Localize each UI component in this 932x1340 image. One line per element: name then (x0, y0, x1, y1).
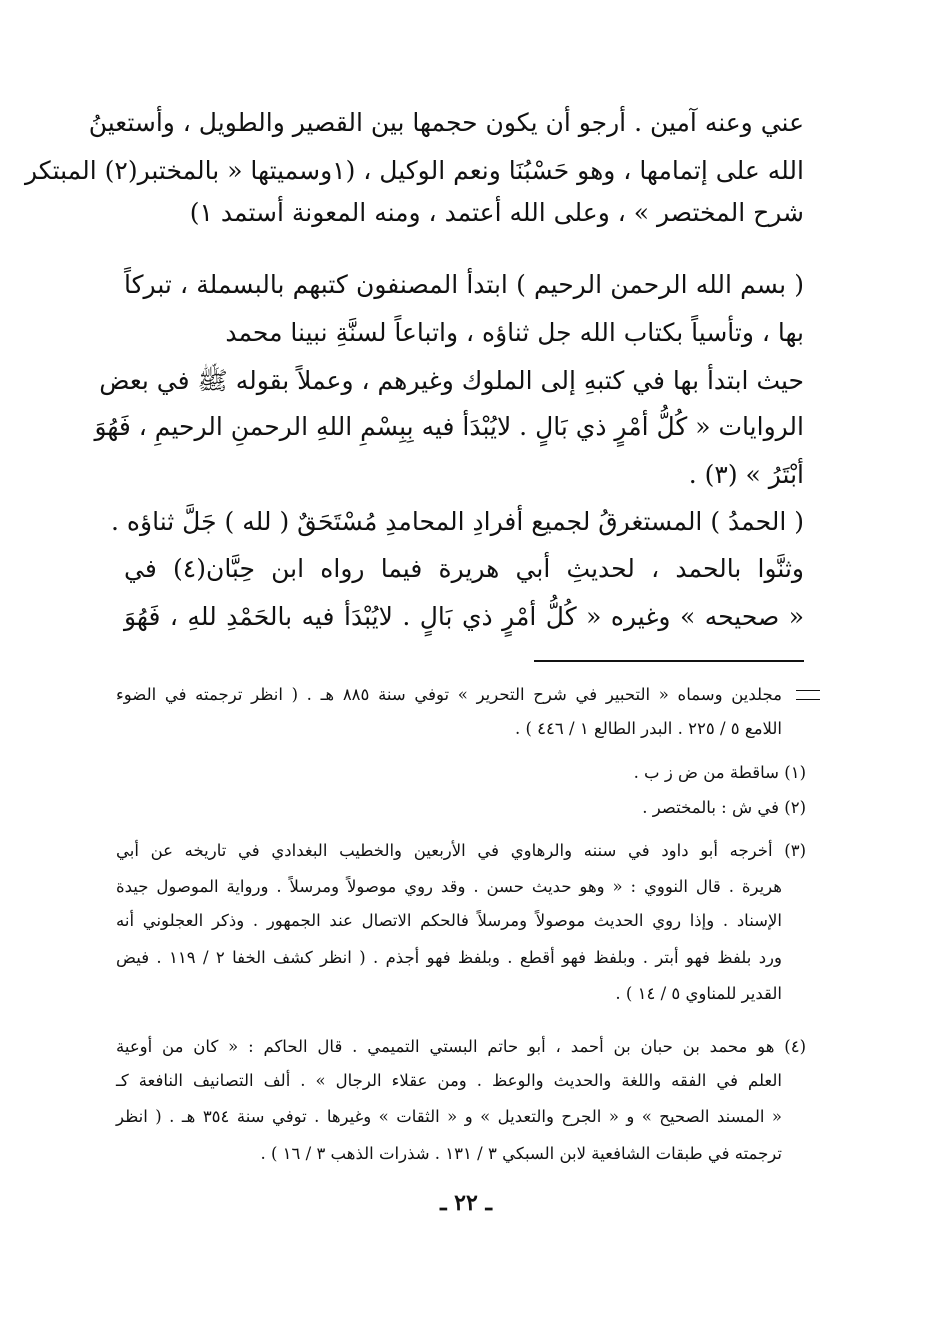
body-line: وثنَّوا بالحمد ، لحديثِ أبي هريرة فيما رواه ابن حِبَّان(٤) في (124, 554, 804, 583)
footnote-1: (١) ساقطة من ض ز ب . (633, 763, 806, 782)
body-line: ( بسم الله الرحمن الرحيم ) ابتدأ المصنفون كتبهم بالبسملة ، تبركاً (124, 270, 804, 299)
footnote-line: القدير للمناوي ٥ / ١٤ ) . (615, 984, 782, 1003)
page-number: ـ ٢٢ ـ (440, 1190, 492, 1216)
footnote-line: العلم في الفقه واللغة والحديث والوعظ . ومن عقلاء الرجال » . ألف التصانيف النافعة كـ (116, 1071, 782, 1090)
footnote-line: هريرة . قال النووي : « وهو حديث حسن . وقد روي موصولاً ومرسلاً . ورواية الموصول جيدة (116, 877, 782, 896)
continuation-mark (796, 690, 820, 700)
footnote-line: ترجمته في طبقات الشافعية لابن السبكي ٣ / ١٣١ . شذرات الذهب ٣ / ١٦ ) . (260, 1144, 782, 1163)
body-line: بها ، وتأسياً بكتاب الله جل ثناؤه ، واتباعاً لسنَّةِ نبينا محمد (225, 318, 804, 347)
footnote-line: ورد بلفظ فهو أبتر . وبلفظ فهو أقطع . وبلفظ فهو أجذم . ( انظر كشف الخفا ٢ / ١١٩ . فيض (116, 948, 782, 967)
body-line: شرح المختصر » ، وعلى الله أعتمد ، ومنه المعونة أستمد ١) (189, 198, 804, 227)
footnote-4: (٤) هو محمد بن حبان بن أحمد ، أبو حاتم البستي التميمي . قال الحاكم : « كان من أوعية (116, 1037, 806, 1056)
body-line: أبْتَرُ » (٣) . (688, 460, 804, 489)
footnote-line: اللامع ٥ / ٢٢٥ . البدر الطالع ١ / ٤٤٦ ) . (515, 719, 782, 738)
footnote-2: (٢) في ش : بالمختصر . (642, 798, 806, 817)
footnote-line: الإسناد . وإذا روي الحديث موصولاً ومرسلاً فالحكم الاتصال عند الجمهور . وذكر العجلوني أنه (116, 911, 782, 930)
body-line: عني وعنه آمين . أرجو أن يكون حجمها بين القصير والطويل ، وأستعينُ (88, 108, 804, 137)
body-line: الروايات « كُلُّ أمْرٍ ذي بَالٍ . لايُبْدَأ فيه بِبِسْمِ اللهِ الرحمنِ الرحيمِ ، فَهُوَ (94, 412, 804, 441)
body-line: « صحيحه » وغيره « كُلُّ أمْرٍ ذي بَالٍ . لايُبْدَأ فيه بالحَمْدِ للهِ ، فَهُوَ (124, 602, 804, 631)
footnote-3: (٣) أخرجه أبو داود في سننه والرهاوي في الأربعين والخطيب البغدادي في تاريخه عن أبي (116, 841, 806, 860)
footnote-line: « المسند الصحيح » و « الجرح والتعديل » و « الثقات » وغيرها . توفي سنة ٣٥٤ هـ . ( انظر (116, 1107, 782, 1126)
body-line: حيث ابتدأ بها في كتبهِ إلى الملوك وغيرهم ، وعملاً بقوله ﷺ في بعض (99, 366, 804, 395)
footnote-line: مجلدين وسماه « التحبير في شرح التحرير » توفي سنة ٨٨٥ هـ . ( انظر ترجمته في الضوء (116, 685, 782, 704)
footnote-separator (534, 660, 804, 662)
body-line: ( الحمدُ ) المستغرقُ لجميع أفرادِ المحامدِ مُسْتَحَقٌ ( لله ) جَلَّ ثناؤه . (111, 507, 804, 536)
body-line: الله على إتمامها ، وهو حَسْبُنَا ونعم الوكيل ، (١وسميتها « بالمختبر(٢) المبتكر (24, 156, 804, 185)
